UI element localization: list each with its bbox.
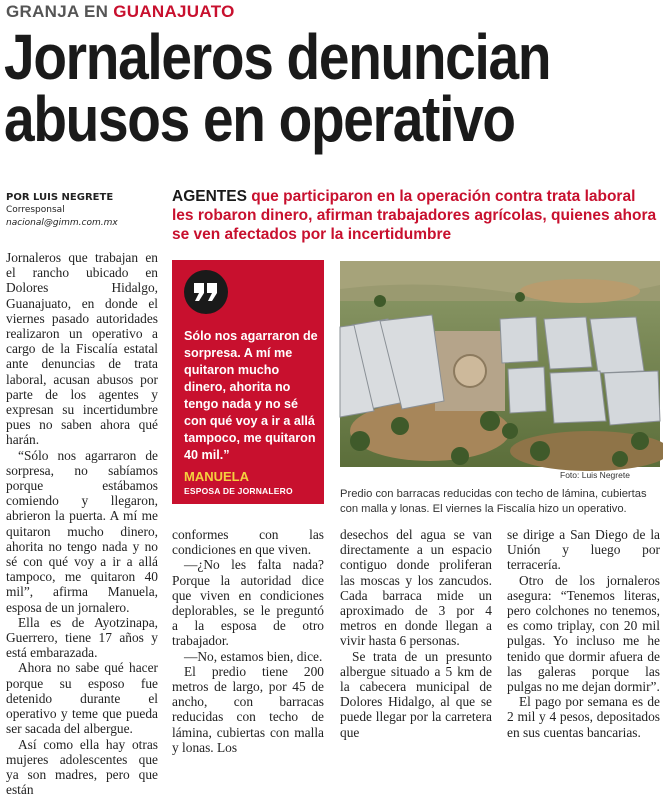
article-column-4 <box>507 527 660 719</box>
article-column-3 <box>340 527 492 719</box>
byline-role: Corresponsal <box>6 204 166 217</box>
paragraph: El predio tiene 200 metros de largo, por 45 de ancho, con barracas reducidas con techo de lámina, cubiertas con malla y lonas. Los <box>172 664 324 755</box>
pull-quote-box <box>172 260 324 504</box>
photo-caption: Predio con barracas reducidas con techo de lámina, cubiertas con malla y lonas. El viernes la Fiscalía hizo un operativo. <box>340 487 662 516</box>
article-column-2 <box>172 527 324 719</box>
paragraph: —No, estamos bien, dice. <box>172 649 324 664</box>
pull-quote-text: Sólo nos agarraron de sorpresa. A mí me quitaron mucho dinero, ahorita no tengo nada y no sé con qué voy a ir a allá tampoco, me quitaron 40 mil.” <box>184 328 318 464</box>
paragraph: Así como ella hay otras mujeres adolescentes que ya son madres, pero que están <box>6 737 158 797</box>
paragraph: Otro de los jornaleros asegura: “Tenemos literas, pero colchones no tenemos, es como triplay, con 20 mil pulgas. Yo incluso me he tenido que dormir afuera de las galeras porque las pulgas no me dejan dormir”. <box>507 573 660 695</box>
paragraph: “Sólo nos agarraron de sorpresa, no sabíamos porque estábamos comiendo y llegaron, abrieron la puerta. A mí me quitaron mucho dinero, ahorita no tengo nada y no sé con qué voy a ir a allá tampoco, me quitaron 40 mil”, afirma Manuela, esposa de un jornalero. <box>6 448 158 615</box>
headline-line-1: Jornaleros denuncian <box>4 26 568 88</box>
paragraph: —¿No les falta nada? Porque la autoridad dice que viven en condiciones deplorables, se le preguntó a la esposa de otro trabajador. <box>172 557 324 648</box>
headline-line-2: abusos en operativo <box>4 88 568 150</box>
paragraph: desechos del agua se van directamente a un espacio contiguo donde proliferan las moscas y los zancudos. Cada barraca mide un aproximado de 3 por 4 metros en donde llegan a vivir hasta 6 personas. <box>340 527 492 649</box>
aerial-photo <box>340 261 660 467</box>
paragraph: Ella es de Ayotzinapa, Guerrero, tiene 17 años y está embarazada. <box>6 615 158 661</box>
paragraph: Ahora no sabe qué hacer porque su esposo fue detenido durante el operativo y teme que pueda ser sacada del albergue. <box>6 660 158 736</box>
kicker-part-2: GUANAJUATO <box>113 2 234 21</box>
photo-credit: Foto: Luis Negrete <box>560 470 630 480</box>
paragraph: Jornaleros que trabajan en el rancho ubicado en Dolores Hidalgo, Guanajuato, en donde el viernes pasado autoridades realizaron un operativo a cargo de la Fiscalía estatal ante denuncias de trata laboral, acusan abusos por parte de los agentes y expresan su incertidumbre pues no saben ahora qué harán. <box>6 250 158 448</box>
deck-text: que participaron en la operación contra trata laboral les robaron dinero, afirman trabajadores agrícolas, quienes ahora se ven afectados por la incertidumbre <box>172 188 656 243</box>
article-column-1 <box>6 250 158 718</box>
headline <box>4 26 568 150</box>
paragraph: El pago por semana es de 2 mil y 4 pesos, depositados en sus cuentas bancarias. <box>507 694 660 740</box>
quote-icon <box>184 270 228 314</box>
byline-email: nacional@gimm.com.mx <box>6 217 166 230</box>
section-kicker <box>6 2 235 22</box>
pull-quote-role: ESPOSA DE JORNALERO <box>184 486 293 496</box>
paragraph: se dirige a San Diego de la Unión y luego por terracería. <box>507 527 660 573</box>
paragraph: conformes con las condiciones en que viven. <box>172 527 324 557</box>
pull-quote-name: MANUELA <box>184 469 249 484</box>
byline <box>6 191 166 230</box>
deck-lead: AGENTES <box>172 188 247 205</box>
byline-author: POR LUIS NEGRETE <box>6 191 166 204</box>
kicker-part-1: GRANJA EN <box>6 2 113 21</box>
paragraph: Se trata de un presunto albergue situado a 5 km de la cabecera municipal de Dolores Hidalgo, al que se puede llegar por la carretera que <box>340 649 492 740</box>
deck <box>172 187 660 244</box>
